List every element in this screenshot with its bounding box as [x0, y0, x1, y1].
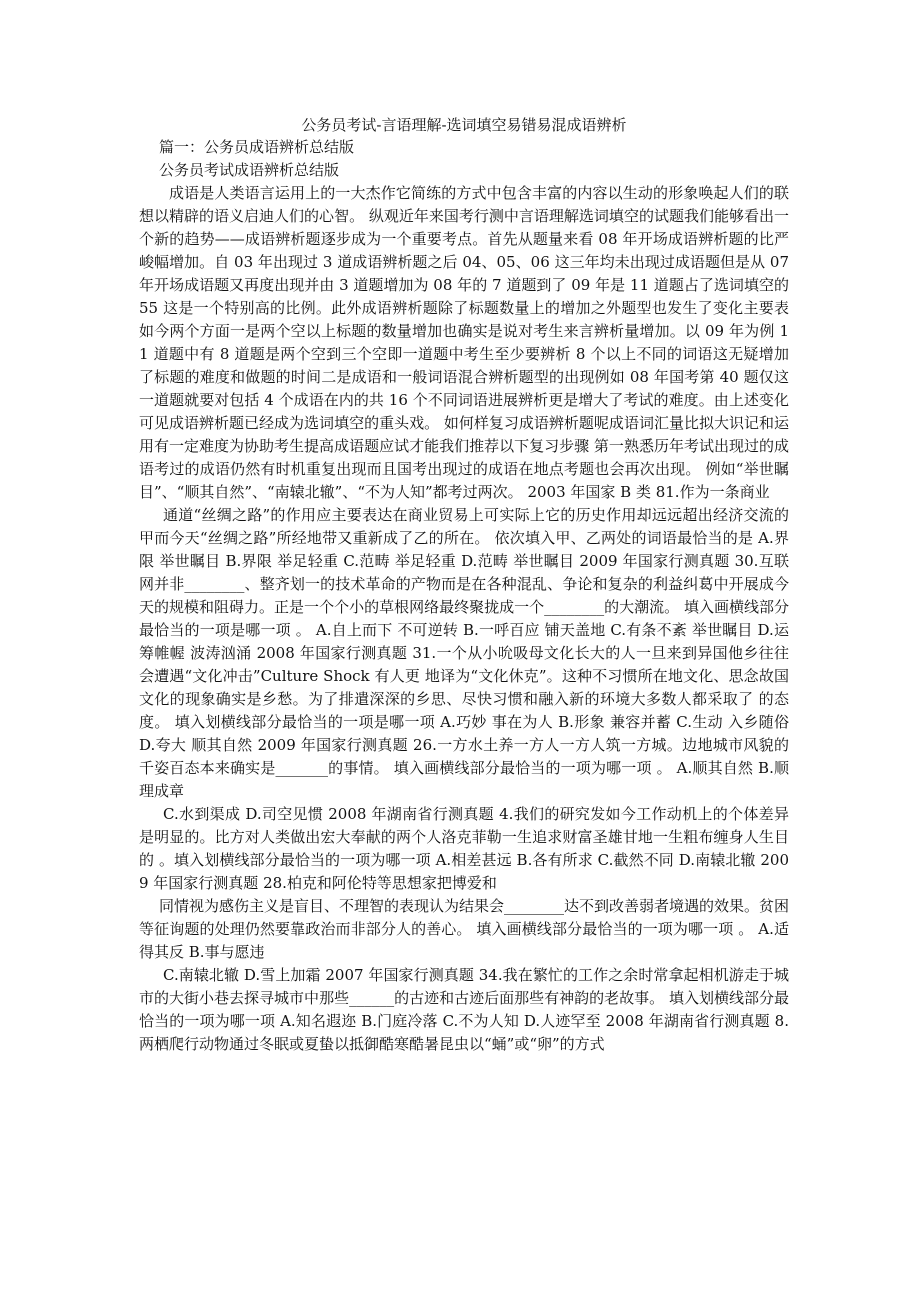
- paragraph: 同情视为感伤主义是盲目、不理智的表现认为结果会________达不到改善弱者境遇的效果。贫困等征询题的处理仍然要靠政治而非部分人的善心。 填入画横线部分最恰当的一项为哪一项 。 A.适得其反 B.事与愿违: [139, 897, 790, 961]
- paragraph: C.水到渠成 D.司空见惯 2008 年湖南省行测真题 4.我们的研究发如今工作动机上的个体差异是明显的。比方对人类做出宏大奉献的两个人洛克菲勒一生追求财富圣雄甘地一生粗布缠身人生目的 。填入划横线部分最恰当的一项为哪一项 A.相差甚远 B.各有所求 C.截然不同 D.南辕北辙 2009 年国家行测真题 28.柏克和阿伦特等思想家把博爱和: [139, 805, 789, 892]
- paragraph: C.南辕北辙 D.雪上加霜 2007 年国家行测真题 34.我在繁忙的工作之余时常拿起相机游走于城市的大街小巷去探寻城市中那些______的古迹和古迹后面那些有神韵的老故事。 填入划横线部分最恰当的一项为哪一项 A.知名遐迩 B.门庭冷落 C.不为人知 D.人迹罕至 2008 年湖南省行测真题 8.两栖爬行动物通过冬眠或夏蛰以抵御酷寒酷暑昆虫以“蛹”或“卵”的方式: [139, 966, 789, 1053]
- document-body: [139, 114, 789, 1056]
- document-title: 公务员考试-言语理解-选词填空易错易混成语辨析: [301, 116, 627, 134]
- section-heading: 篇一：公务员成语辨析总结版: [159, 138, 355, 156]
- paragraph: 成语是人类语言运用上的一大杰作它简练的方式中包含丰富的内容以生动的形象唤起人们的联想以精辟的语义启迪人们的心智。 纵观近年来国考行测中言语理解选词填空的试题我们能够看出一个新的趋势——成语辨析题逐步成为一个重要考点。首先从题量来看 08 年开场成语辨析题的比严峻幅增加。自 03 年出现过 3 道成语辨析题之后 04、05、06 这三年均未出现过成语题但是从 07 年开场成语题又再度出现并由 3 道题增加为 08 年的 7 道题到了 09 年是 11 道题占了选词填空的 55 这是一个特别高的比例。此外成语辨析题除了标题数量上的增加之外题型也发生了变化主要表如今两个方面一是两个空以上标题的数量增加也确实是说对考生来言辨析量增加。以 09 年为例 11 道题中有 8 道题是两个空到三个空即一道题中考生至少要辨析 8 个以上不同的词语这无疑增加了标题的难度和做题的时间二是成语和一般词语混合辨析题型的出现例如 08 年国考第 40 题仅这一道题就要对包括 4 个成语在内的共 16 个不同词语进展辨析更是增大了考试的难度。由上述变化可见成语辨析题已经成为选词填空的重头戏。 如何样复习成语辨析题呢成语词汇量比拟大识记和运用有一定难度为协助考生提高成语题应试才能我们推荐以下复习步骤 第一熟悉历年考试出现过的成语考过的成语仍然有时机重复出现而且国考出现过的成语在地点考题也会再次出现。 例如“举世瞩目”、“顺其自然”、“南辕北辙”、“不为人知”都考过两次。 2003 年国家 B 类 81.作为一条商业: [139, 184, 789, 501]
- paragraph: 通道“丝绸之路”的作用应主要表达在商业贸易上可实际上它的历史作用却远远超出经济交流的甲而今天“丝绸之路”所经地带又重新成了乙的所在。 依次填入甲、乙两处的词语最恰当的是 A.界限 举世瞩目 B.界限 举足轻重 C.范畴 举足轻重 D.范畴 举世瞩目 2009 年国家行测真题 30.互联网并非________、整齐划一的技术革命的产物而是在各种混乱、争论和复杂的利益纠葛中开展成今天的规模和阻碍力。正是一个个小的草根网络最终聚拢成一个________的大潮流。 填入画横线部分最恰当的一项是哪一项 。 A.自上而下 不可逆转 B.一呼百应 铺天盖地 C.有条不紊 举世瞩目 D.运筹帷幄 波涛汹涌 2008 年国家行测真题 31.一个从小吮吸母文化长大的人一旦来到异国他乡往往会遭遇“文化冲击”Culture Shock 有人更 地译为“文化休克”。这种不习惯所在地文化、思念故国文化的现象确实是乡愁。为了排遣深深的乡思、尽快习惯和融入新的环境大多数人都采取了 的态度。 填入划横线部分最恰当的一项是哪一项 A.巧妙 事在为人 B.形象 兼容并蓄 C.生动 入乡随俗 D.夸大 顺其自然 2009 年国家行测真题 26.一方水土养一方人一方人筑一方城。边地城市风貌的千姿百态本来确实是_______的事情。 填入画横线部分最恰当的一项为哪一项 。 A.顺其自然 B.顺理成章: [139, 506, 789, 800]
- subheading: 公务员考试成语辨析总结版: [159, 161, 340, 179]
